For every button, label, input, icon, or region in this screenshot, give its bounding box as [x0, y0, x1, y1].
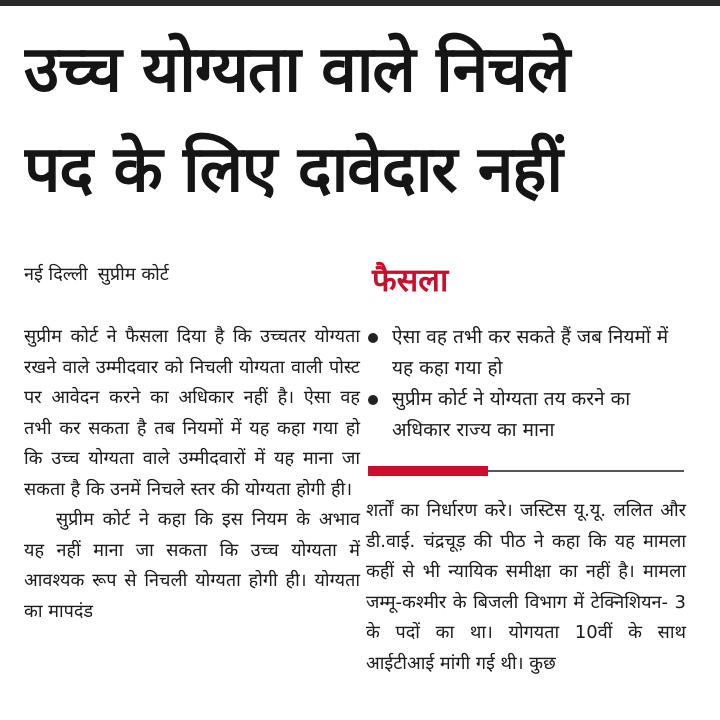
- key-points-list: [366, 322, 686, 446]
- headline-line-1: उच्च योग्यता वाले निचले: [24, 33, 570, 107]
- article-paragraph: सुप्रीम कोर्ट ने फैसला दिया है कि उच्चतर योग्यता रखने वाले उम्मीदवार को निचली योग्यता वाली पोस्ट पर आवेदन करने का अधिकार नहीं है। ऐसा वह तभी कर सकता है तब नियमों में यह कहा गया हो कि उच्च योग्यता वाले उम्मीदवारों में यह माना जा सकता है कि उनमें निचले स्तर की योग्यता होगी ही।: [24, 326, 360, 500]
- dateline: [24, 262, 169, 286]
- article-paragraph: सुप्रीम कोर्ट ने कहा कि इस नियम के अभाव यह नहीं माना जा सकता कि उच्च योग्यता में आवश्यक रूप से निचली योग्यता होगी ही। योग्यता का मापदंड: [24, 509, 360, 622]
- top-rule: [0, 0, 720, 6]
- key-point-text: ऐसा वह तभी कर सकते हैं जब नियमों में यह कहा गया हो: [392, 326, 669, 379]
- key-point: [366, 322, 686, 384]
- bullet-icon: [368, 333, 378, 343]
- bullet-icon: [368, 395, 378, 405]
- article-column-left: [24, 322, 360, 627]
- key-point-text: सुप्रीम कोर्ट ने योग्यता तय करने का अधिकार राज्य का माना: [392, 388, 631, 441]
- section-label: फैसला: [372, 261, 449, 299]
- article-column-right: [366, 496, 686, 679]
- article-paragraph: शर्तों का निर्धारण करे। जस्टिस यू.यू. ललित और डी.वाई. चंद्रचूड़ की पीठ ने कहा कि यह मामला कहीं से भी न्यायिक समीक्षा का नहीं है। मामला जम्मू-कश्मीर के बिजली विभाग में टेक्निशियन- 3 के पदों का था। योगयता 10वीं के साथ आईटीआई मांगी गई थी। कुछ: [366, 500, 686, 674]
- dateline-city: नई दिल्ली: [24, 264, 88, 285]
- section-divider: [368, 466, 684, 476]
- dateline-source: सुप्रीम कोर्ट: [97, 264, 169, 285]
- key-point: [366, 384, 686, 446]
- headline-line-2: पद के लिए दावेदार नहीं: [24, 133, 562, 207]
- divider-line: [488, 470, 684, 472]
- divider-accent: [368, 466, 488, 476]
